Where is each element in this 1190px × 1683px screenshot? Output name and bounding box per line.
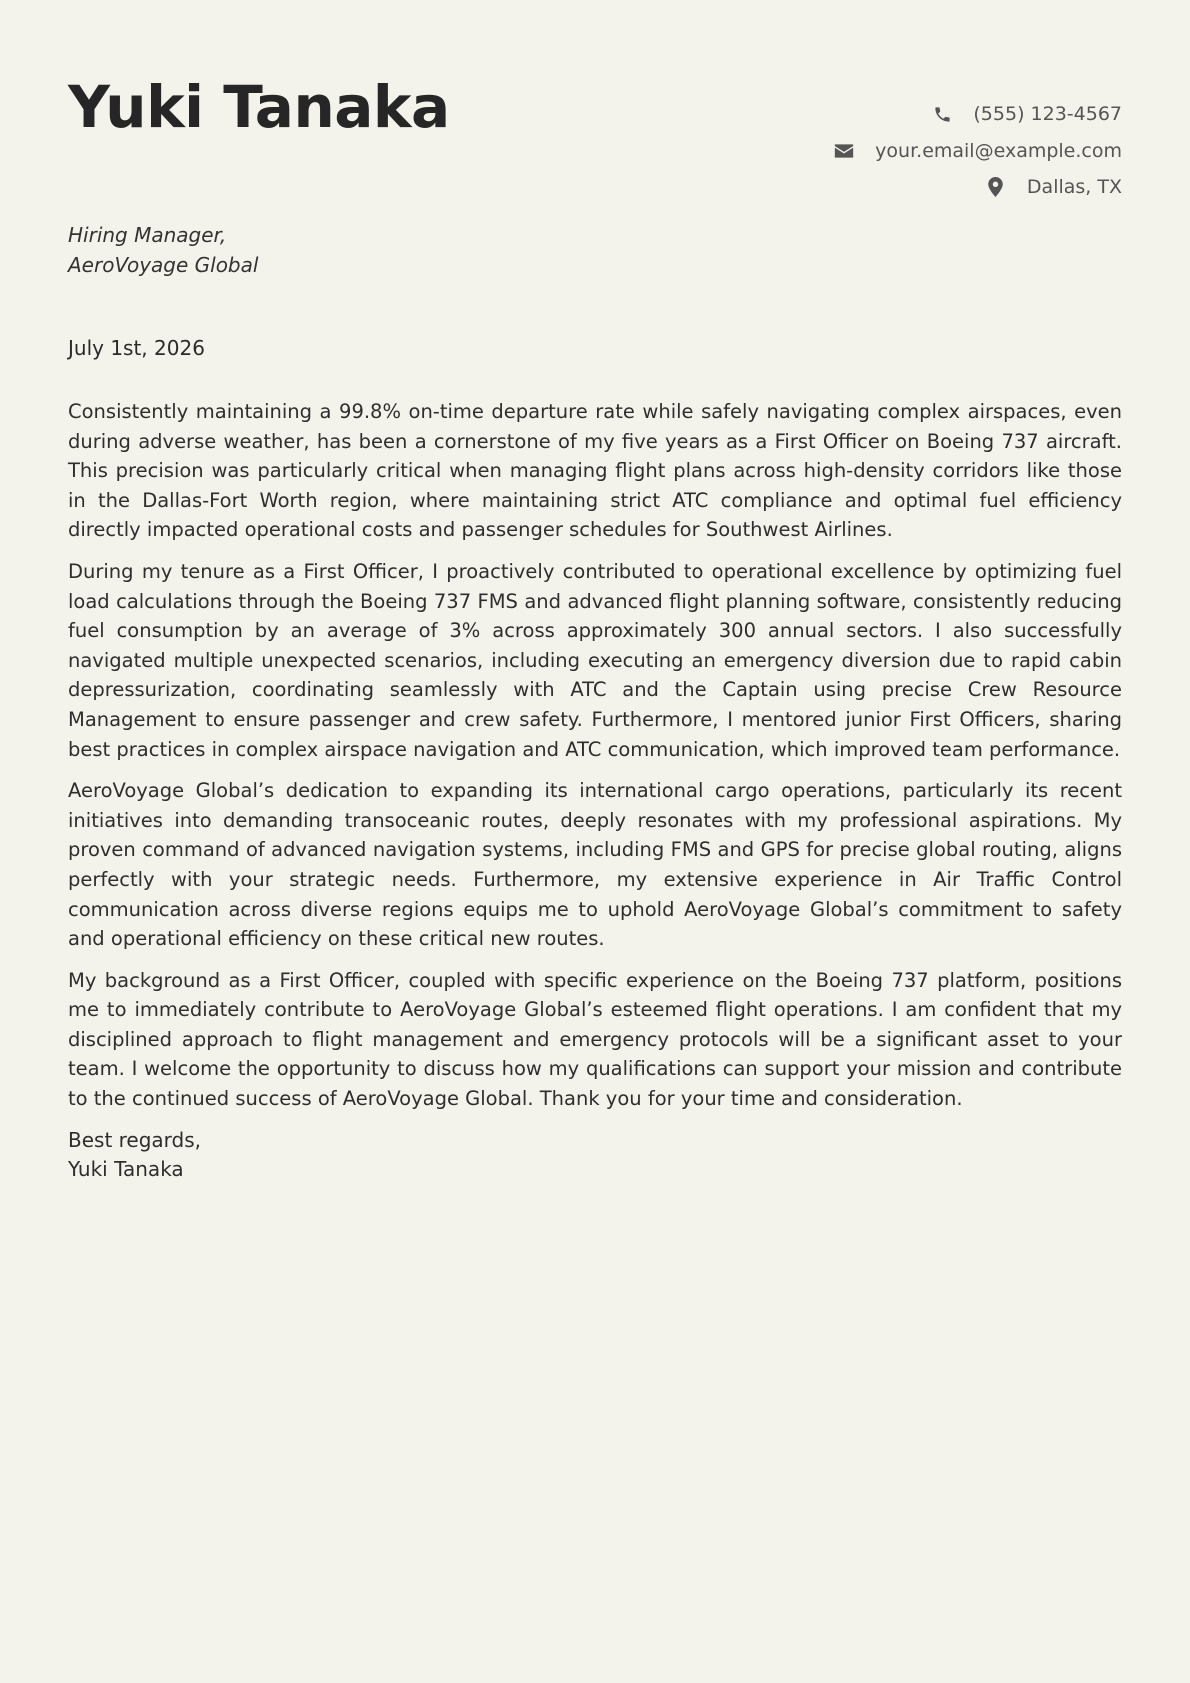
closing-block: [68, 1126, 1122, 1185]
contact-email-row: [833, 133, 1122, 170]
contact-phone-row: [833, 96, 1122, 133]
letter-date: July 1st, 2026: [68, 336, 205, 360]
body-paragraph: Consistently maintaining a 99.8% on-time departure rate while safely navigating complex airspaces, even during adverse weather, has been a cornerstone of my five years as a First Officer on Boeing 737 aircraft. This precision was particularly critical when managing flight plans across high-density corridors like those in the Dallas-Fort Worth region, where maintaining strict ATC compliance and optimal fuel efficiency directly impacted operational costs and passenger schedules for Southwest Airlines.: [68, 400, 1122, 542]
phone-text[interactable]: (555) 123-4567: [973, 103, 1122, 126]
body-paragraph: My background as a First Officer, coupled with specific experience on the Boeing 737 platform, positions me to immediately contribute to AeroVoyage Global’s esteemed flight operations. I am confident that my disciplined approach to flight management and emergency protocols will be a significant asset to your team. I welcome the opportunity to discuss how my qualifications can support your mission and contribute to the continued success of AeroVoyage Global. Thank you for your time and consideration.: [68, 968, 1122, 1111]
body-paragraph: AeroVoyage Global’s dedication to expanding its international cargo operations, particularly its recent initiatives into demanding transoceanic routes, deeply resonates with my professional aspirations. My proven command of advanced navigation systems, including FMS and GPS for precise global routing, aligns perfectly with your strategic needs. Furthermore, my extensive experience in Air Traffic Control communication across diverse regions equips me to uphold AeroVoyage Global’s commitment to safety and operational efficiency on these critical new routes.: [68, 779, 1122, 951]
closing-signature: Yuki Tanaka: [68, 1157, 184, 1182]
recipient-company: AeroVoyage Global: [68, 253, 259, 277]
closing-salutation: Best regards,: [68, 1127, 202, 1152]
recipient-title: Hiring Manager,: [68, 223, 227, 247]
applicant-name: Yuki Tanaka: [68, 73, 450, 141]
letter-body: [68, 397, 1122, 1185]
body-paragraph: During my tenure as a First Officer, I proactively contributed to operational excellence by optimizing fuel load calculations through the Boeing 737 FMS and advanced flight planning software, consistently reducing fuel consumption by an average of 3% across approximately 300 annual sectors. I also successfully navigated multiple unexpected scenarios, including executing an emergency diversion due to rapid cabin depressurization, coordinating seamlessly with ATC and the Captain using precise Crew Resource Management to ensure passenger and crew safety. Furthermore, I mentored junior First Officers, sharing best practices in complex airspace navigation and ATC communication, which improved team performance.: [68, 559, 1122, 761]
phone-icon: [931, 103, 953, 125]
email-text[interactable]: your.email@example.com: [875, 139, 1122, 162]
contact-location-row: [833, 169, 1122, 206]
contact-info: [833, 96, 1122, 206]
map-pin-icon: [985, 176, 1007, 198]
envelope-icon: [833, 140, 855, 162]
location-text: Dallas, TX: [1026, 176, 1122, 199]
recipient-block: [68, 220, 258, 280]
